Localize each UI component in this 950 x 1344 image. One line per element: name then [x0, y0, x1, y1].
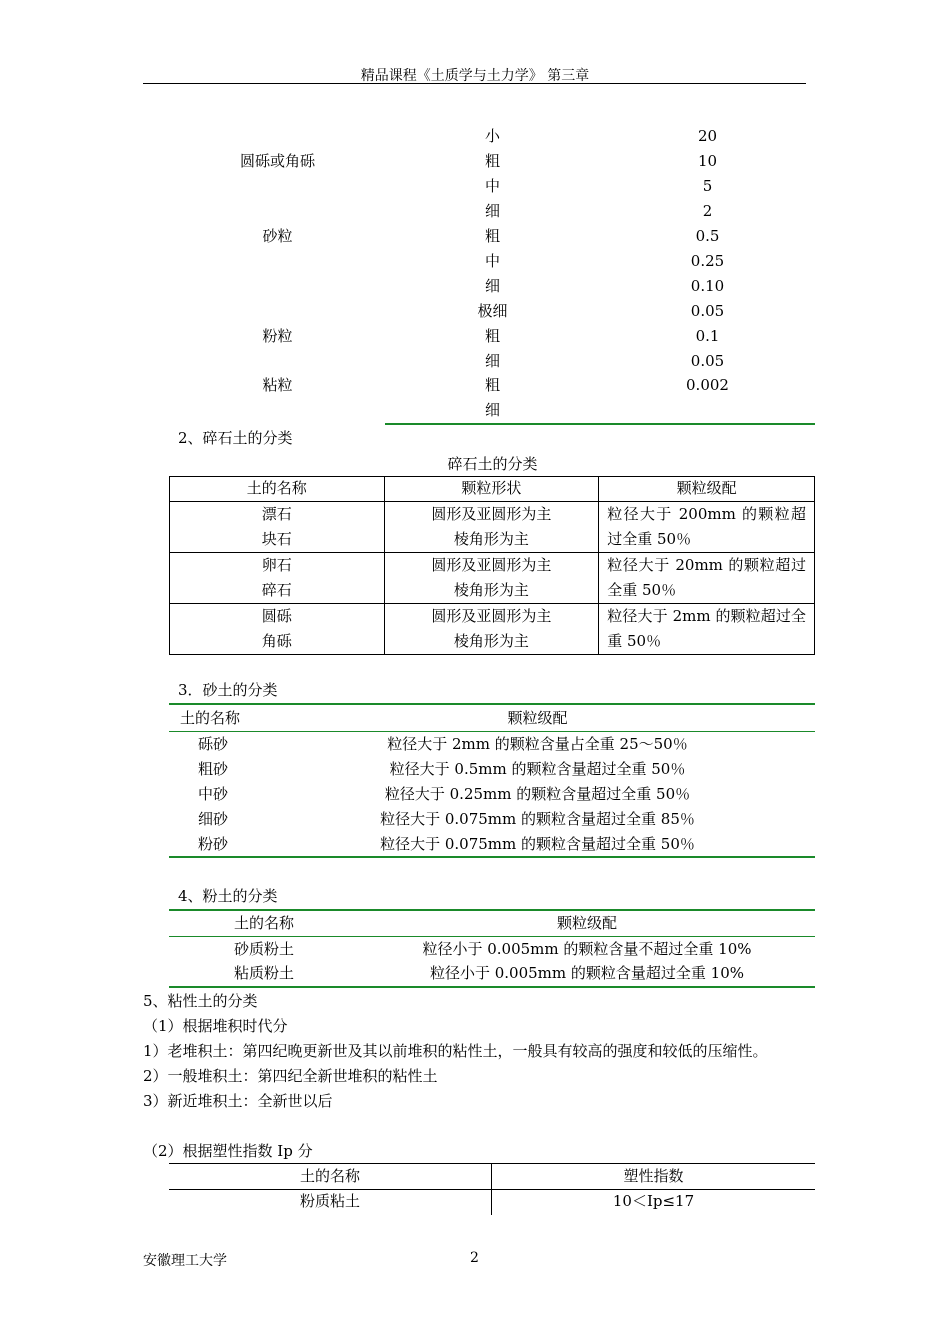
grain-sub: 中: [484, 177, 500, 195]
soil-name-cell: [170, 553, 385, 604]
grain-size: 0.5: [695, 227, 720, 245]
page-header-title: 精品课程《土质学与土力学》 第三章: [360, 68, 590, 84]
sand-grading: 粒径大于 0.075mm 的颗粒含量超过全重 50％: [380, 835, 695, 853]
grading-cell: 粒径大于 20mm 的颗粒超过全重 50％: [599, 553, 815, 604]
section-heading: 4、粉土的分类: [178, 887, 278, 905]
list-item: 2）一般堆积土：第四纪全新世堆积的粘性土: [143, 1067, 438, 1085]
shape-text: 圆形及亚圆形为主: [431, 607, 552, 625]
grain-sub: 粗: [484, 227, 500, 245]
table-top-rule: [169, 703, 815, 705]
shape-cell: [384, 502, 599, 553]
table-bottom-rule: [169, 856, 815, 858]
grain-sub: 细: [484, 401, 500, 419]
section-heading: 3．砂土的分类: [178, 681, 278, 699]
column-header: 颗粒级配: [599, 477, 815, 502]
sand-grading: 粒径大于 0.5mm 的颗粒含量超过全重 50％: [389, 760, 686, 778]
table-row: [170, 553, 815, 604]
column-header: 土的名称: [299, 1167, 360, 1185]
shape-text: 圆形及亚圆形为主: [431, 505, 552, 523]
grading-cell: 粒径大于 200mm 的颗粒超过全重 50％: [599, 502, 815, 553]
table-row: [0, 224, 950, 249]
table-row: [0, 149, 950, 174]
list-item: 1）老堆积土：第四纪晚更新世及其以前堆积的粘性土，一般具有较高的强度和较低的压缩性。: [143, 1042, 768, 1060]
sand-grading: 粒径大于 2mm 的颗粒含量占全重 25～50％: [387, 735, 688, 753]
grain-size: 0.1: [695, 327, 720, 345]
shape-text: 棱角形为主: [453, 530, 529, 548]
table-row: [0, 174, 950, 199]
silt-name: 砂质粉土: [233, 940, 294, 958]
grain-sub: 极细: [477, 302, 508, 320]
list-item: 3）新近堆积土：全新世以后: [143, 1092, 333, 1110]
soil-name: 卵石: [261, 556, 292, 574]
shape-cell: [384, 604, 599, 655]
table-bottom-rule: [385, 423, 815, 425]
grain-name: 圆砾或角砾: [239, 152, 315, 170]
sand-name: 细砂: [198, 810, 229, 828]
table-caption: 碎石土的分类: [447, 455, 538, 473]
grain-name: 砂粒: [262, 227, 293, 245]
soil-name-cell: [170, 604, 385, 655]
column-header: 颗粒级配: [556, 914, 617, 932]
footer-institution: 安徽理工大学: [143, 1253, 227, 1269]
grain-size: 0.05: [690, 302, 725, 320]
grain-size: 2: [702, 202, 713, 220]
grain-sub: 粗: [484, 152, 500, 170]
sand-grading: 粒径大于 0.075mm 的颗粒含量超过全重 85％: [380, 810, 695, 828]
sand-name: 粗砂: [198, 760, 229, 778]
header-rule: [143, 83, 806, 84]
soil-name: 角砾: [261, 632, 292, 650]
grain-size: 10: [697, 152, 718, 170]
grain-size: 0.05: [690, 352, 725, 370]
sand-name: 中砂: [198, 785, 229, 803]
column-header: 颗粒形状: [384, 477, 599, 502]
shape-text: 圆形及亚圆形为主: [431, 556, 552, 574]
gravel-soil-table: [169, 476, 815, 655]
table-row: [0, 299, 950, 324]
soil-name-cell: [170, 502, 385, 553]
grain-sub: 中: [484, 252, 500, 270]
grain-sub: 细: [484, 202, 500, 220]
column-header: 土的名称: [170, 477, 385, 502]
grain-name: 粉粒: [262, 327, 293, 345]
table-row: [0, 398, 950, 423]
table-row: [0, 349, 950, 374]
column-header: 塑性指数: [623, 1167, 684, 1185]
table-header-row: [170, 477, 815, 502]
grain-size: 0.002: [686, 376, 729, 394]
soil-name: 碎石: [261, 581, 292, 599]
shape-text: 棱角形为主: [453, 632, 529, 650]
grading-cell: 粒径大于 2mm 的颗粒超过全重 50％: [599, 604, 815, 655]
column-header: 土的名称: [180, 709, 241, 727]
table-row: [0, 199, 950, 224]
table-row: [0, 373, 950, 398]
grain-size: 20: [697, 127, 718, 145]
silt-grading: 粒径小于 0.005mm 的颗粒含量超过全重 10%: [429, 964, 745, 982]
silt-name: 粘质粉土: [233, 964, 294, 982]
section-heading: 2、碎石土的分类: [178, 429, 293, 447]
subsection-heading: （2）根据塑性指数 Ip 分: [143, 1142, 313, 1160]
table-row: [0, 274, 950, 299]
shape-text: 棱角形为主: [453, 581, 529, 599]
silt-grading: 粒径小于 0.005mm 的颗粒含量不超过全重 10%: [422, 940, 752, 958]
sand-name: 砾砂: [198, 735, 229, 753]
grain-sub: 细: [484, 352, 500, 370]
section-heading: 5、粘性土的分类: [143, 992, 258, 1010]
shape-cell: [384, 553, 599, 604]
column-header: 土的名称: [233, 914, 294, 932]
grain-sub: 细: [484, 277, 500, 295]
table-row: [0, 249, 950, 274]
table-bottom-rule: [169, 986, 815, 988]
clay-name: 粉质粘土: [299, 1192, 360, 1210]
plasticity-value: 10＜Ip≤17: [612, 1192, 695, 1210]
grain-name: 粘粒: [262, 376, 293, 394]
grain-sub: 粗: [484, 327, 500, 345]
grain-size: 0.25: [690, 252, 725, 270]
table-row: [0, 124, 950, 149]
soil-name: 圆砾: [261, 607, 292, 625]
table-row: [0, 324, 950, 349]
column-header: 颗粒级配: [507, 709, 568, 727]
sand-grading: 粒径大于 0.25mm 的颗粒含量超过全重 50％: [384, 785, 691, 803]
table-row: [170, 502, 815, 553]
grain-sub: 小: [484, 127, 500, 145]
grain-size: 0.10: [690, 277, 725, 295]
soil-name: 块石: [261, 530, 292, 548]
grain-size: 5: [702, 177, 713, 195]
soil-name: 漂石: [261, 505, 292, 523]
table-row: [170, 604, 815, 655]
page-number: 2: [470, 1250, 479, 1266]
grain-sub: 粗: [484, 376, 500, 394]
subsection-heading: （1）根据堆积时代分: [143, 1017, 288, 1035]
sand-name: 粉砂: [198, 835, 229, 853]
